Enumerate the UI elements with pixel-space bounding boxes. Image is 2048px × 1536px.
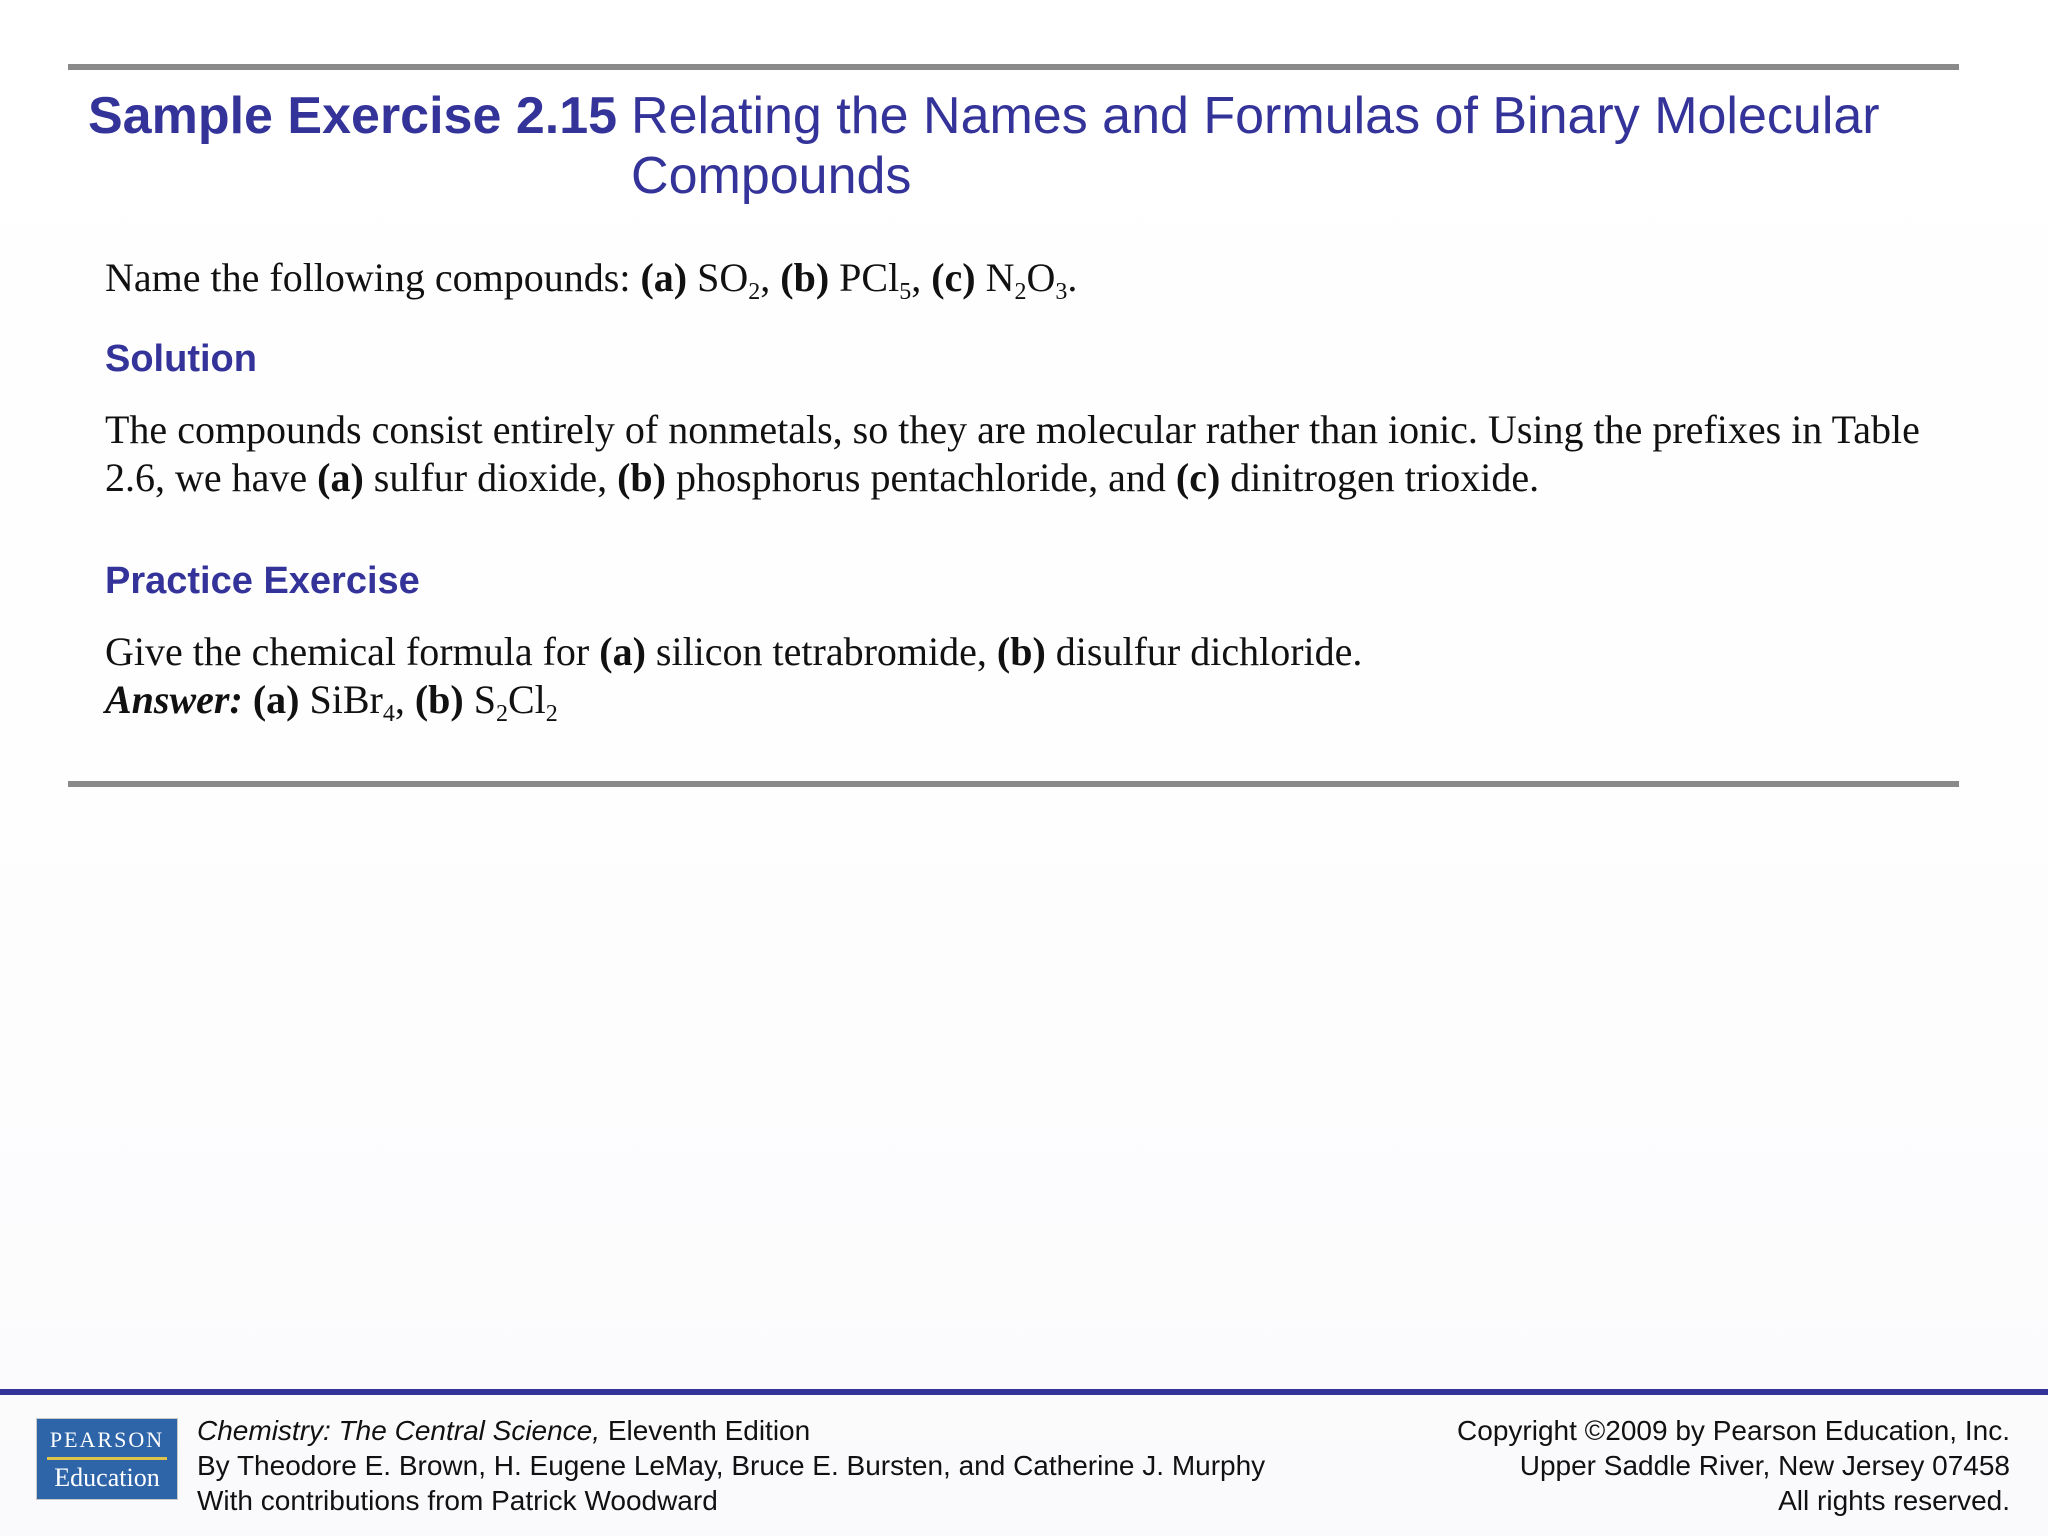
bottom-divider — [68, 781, 1959, 787]
practice-heading: Practice Exercise — [105, 560, 420, 602]
practice-answer: Answer: (a) SiBr$_4$, (b) $S_2Cl_2$ — [105, 677, 558, 727]
exercise-label: Sample Exercise 2.15 — [88, 87, 618, 145]
footer-book-info: Chemistry: The Central Science, Eleventh Edition By Theodore E. Brown, H. Eugene LeMay, Bruce E. Bursten, and Catherine J. Murphy With contributions from Patrick Woodward — [197, 1415, 1266, 1516]
footer-copyright: Copyright ©2009 by Pearson Education, Inc. Upper Saddle River, New Jersey 07458 All rights reserved. — [1457, 1415, 2010, 1516]
question-text: Name the following compounds: (a) $SO_2$, (b) PCl$_5$, (c) $N_2O_3$. — [105, 255, 1078, 305]
top-divider — [68, 64, 1959, 70]
solution-heading: Solution — [105, 338, 257, 380]
exercise-title: Relating the Names and Formulas of Binary Molecular Compounds — [631, 87, 1880, 205]
practice-text: Give the chemical formula for (a) silicon tetrabromide, (b) disulfur dichloride. — [105, 629, 1363, 674]
pearson-logo: PEARSON Education — [36, 1418, 178, 1500]
solution-text: The compounds consist entirely of nonmetals, so they are molecular rather than ionic. Using the prefixes in Table 2.6, we have (a) sulfur dioxide, (b) phosphorus pentachloride, and (c) dinitrogen trioxide. — [105, 407, 1920, 500]
slide-heading — [88, 86, 1968, 206]
footer-bar — [0, 1389, 2048, 1395]
